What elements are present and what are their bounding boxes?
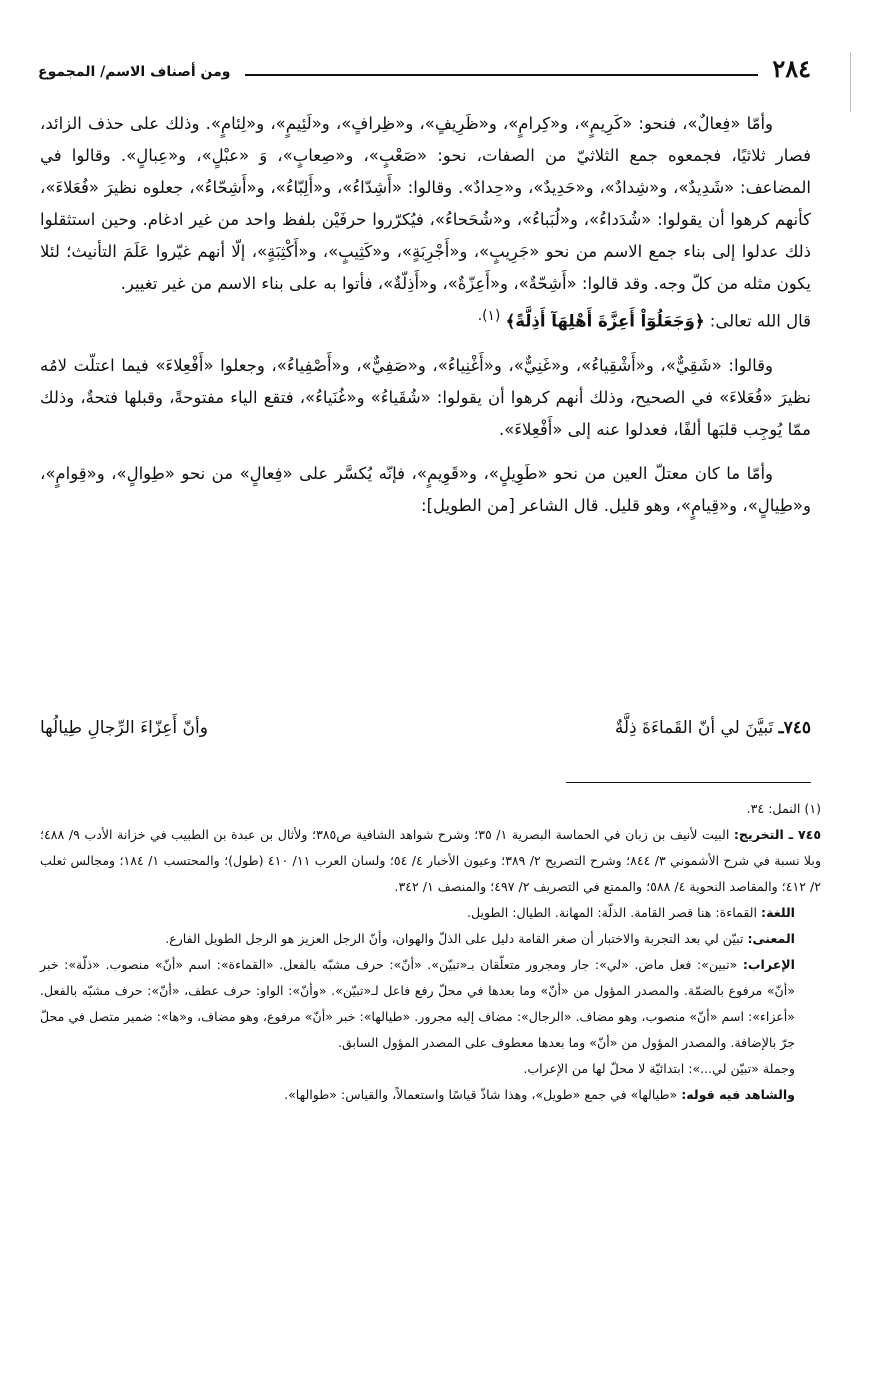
main-text bbox=[40, 108, 811, 534]
jumla: وجملة «تبيّن لي...»: ابتدائيّة لا محلّ لها من الإعراب. bbox=[523, 1061, 795, 1076]
shahid: والشاهد فيه قوله: «طيالها» في جمع «طويل»، وهذا شاذّ قياسًا واستعمالاً، والقياس: «طوالها». bbox=[284, 1087, 795, 1102]
paragraph-2: وقالوا: «شَقِيٌّ»، و«أَشْقِياءُ»، و«غَنِيٌّ»، و«أَغْنِياءُ»، و«صَفِيٌّ»، و«أَصْفِياءُ»، وجعلوا «أَفْعِلاءَ» فيما اعتلّت لامُه نظيرَ «فُعَلاءَ» في الصحيح، وذلك أنهم كرهوا أن يقولوا: «شُقَياءُ» و«غُنَياءُ»، فتقع الياء مفتوحةً، وقبلها فتحةٌ، وذلك ممّا يُوجِب قلبَها ألفًا، فعدلوا عنه إلى «أَفْعِلاءَ». bbox=[40, 355, 811, 439]
margin-line bbox=[850, 52, 851, 112]
mana: المعنى: تبيّن لي بعد التجربة والاختبار أن صغر القامة دليل على الذلّ والهوان، وأنّ الرجل العزيز هو الرجل الطويل الفارع. bbox=[165, 931, 795, 946]
running-title: ومن أصناف الاسم/ المجموع bbox=[38, 64, 231, 80]
footnotes bbox=[40, 796, 821, 1108]
page-number: ٢٨٤ bbox=[772, 54, 811, 83]
paragraph-1: وأمّا «فِعالٌ»، فنحو: «كَرِيمٍ»، و«كِرامٍ»، و«ظَرِيفٍ»، و«ظِرافٍ»، و«لَئِيمٍ»، و«لِئامٍ». وذلك على حذف الزائد، فصار ثلاثيًا، فجمعوه جمع الثلاثيّ من الصفات، نحو: «صَعْبٍ»، و«صِعابٍ»، وَ «عبْلٍ»، و«عِبالٍ». وقالوا في المضاعف: «شَدِيدٌ»، و«شِدادٌ»، و«حَدِيدٌ»، و«حِدادٌ». وقالوا: «أَشِدّاءُ»، و«أَلِبّاءُ»، و«أَشِحّاءُ»، جعلوه نظيرَ «فُعَلاءَ»، كأنهم كرهوا أن يقولوا: «شُدَداءُ»، و«لُبَباءُ»، و«شُحَحاءُ»، فيُكرّروا حرفَيْن بلفظ واحد من غير ادغام. وحين استثقلوا ذلك عدلوا إلى بناء جمع الاسم من نحو «جَرِيبٍ»، و«أَجْرِبَةٍ»، و«كَثِيبٍ»، و«أَكْثِبَةٍ»، إلّا أنهم غيّروا عَلَمَ التأنيث؛ لئلا يكون مثله من كلّ وجه. وقد قالوا: «أَشِحّةٌ»، و«أَعِزّةٌ»، و«أَذِلّةٌ»، فأتوا به على بناء الاسم من غير تغيير. bbox=[40, 114, 811, 293]
quran-quote: قال الله تعالى: ﴿وَجَعَلُوٓاْ أَعِزَّةَ أَهْلِهَآ أَذِلَّةً﴾ $^{(١).}$ bbox=[477, 308, 811, 331]
quran-verse: ﴿وَجَعَلُوٓاْ أَعِزَّةَ أَهْلِهَآ أَذِلَّةً﴾ bbox=[505, 311, 705, 331]
verse-second-hemistich: وأنّ أَعِزّاءَ الرِّجالِ طِيالُها bbox=[40, 718, 208, 738]
verse-first-hemistich: ٧٤٥ـ تَبيَّنَ لي أنّ القَماءَةَ ذِلَّةٌ bbox=[614, 718, 811, 738]
poetry-verse bbox=[40, 718, 811, 738]
footnote-ref: (١). bbox=[477, 308, 501, 324]
paragraph-3: وأمّا ما كان معتلّ العين من نحو «طَوِيلٍ»، و«قَوِيمٍ»، فإنّه يُكسَّر على «فِعالٍ» من نحو «طِوالٍ»، و«قِوامٍ»، و«طِيالٍ»، و«قِيامٍ»، وهو قليل. قال الشاعر [من الطويل]: bbox=[40, 463, 811, 515]
verse-number: ٧٤٥ـ bbox=[778, 718, 811, 738]
footnote-divider bbox=[566, 782, 811, 783]
irab: الإعراب: «تبين»: فعل ماض. «لي»: جار ومجرور متعلّقان بـ«تبيّن». «أنّ»: حرف مشبّه بالفعل. «القماءة»: اسم «أنّ» منصوب. «ذلّة»: خبر «أنّ» مرفوع بالضمّة. والمصدر المؤول من «أنّ» وما بعدها في محلّ رفع فاعل لـ«تبيّن». «وأنّ»: الواو: حرف عطف، «أنّ»: حرف مشبّه بالفعل. «أعزاء»: اسم «أنّ» منصوب، وهو مضاف. «الرجال»: مضاف إليه مجرور. «طيالها»: خبر «أنّ» مرفوع، وهو مضاف، و«ها»: ضمير متصل في محلّ جرّ بالإضافة. والمصدر المؤول من «أنّ» وما بعدها معطوف على المصدر المؤول السابق. bbox=[40, 957, 795, 1050]
header-rule bbox=[245, 74, 759, 76]
page-header bbox=[38, 44, 811, 84]
footnote-1: (١) النمل: ٣٤. bbox=[746, 801, 821, 816]
lugha: اللغة: القماءة: هنا قصر القامة. الذلّة: المهانة. الطيال: الطويل. bbox=[466, 905, 795, 920]
takhrij: ٧٤٥ ـ التخريج: البيت لأنيف بن زبان في الحماسة البصرية ١/ ٣٥؛ وشرح شواهد الشافية ص٣٨٥؛ ولأثال بن عبدة بن الطبيب في خزانة الأدب ٩/ ٤٨٨؛ وبلا نسبة في شرح الأشموني ٣/ ٨٤٤؛ وشرح التصريح ٢/ ٣٨٩؛ وعيون الأخبار ٤/ ٥٤؛ ولسان العرب ١١/ ٤١٠ (طول)؛ والمحتسب ١/ ١٨٤؛ ومجالس ثعلب ٢/ ٤١٢؛ والمقاصد النحوية ٤/ ٥٨٨؛ والممتع في التصريف ٢/ ٤٩٧؛ والمنصف ١/ ٣٤٢. bbox=[40, 827, 822, 894]
